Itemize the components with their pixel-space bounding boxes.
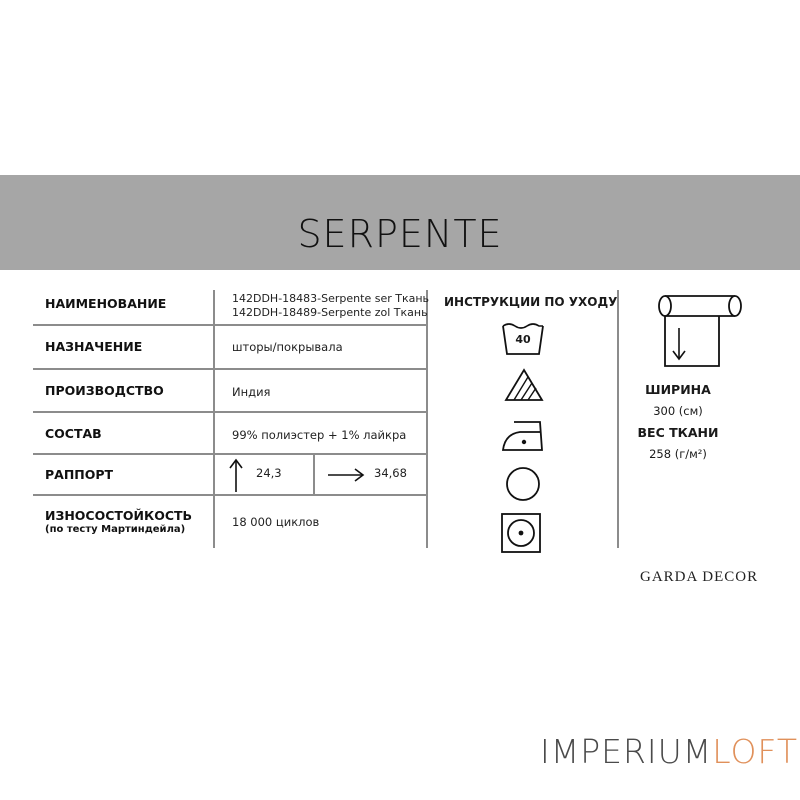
- width-label: ШИРИНА: [645, 382, 711, 397]
- garda-decor-logo: GARDA DECOR: [640, 569, 759, 585]
- repeat-vertical-value: 24,3: [256, 466, 282, 480]
- origin-value: Индия: [232, 385, 271, 399]
- origin-label: ПРОИЗВОДСТВО: [45, 383, 164, 398]
- name-value-2: 142DDH-18489-Serpente zol Ткань: [232, 306, 428, 319]
- repeat-label: РАППОРТ: [45, 467, 114, 482]
- width-value: 300 (см): [653, 404, 703, 418]
- composition-value: 99% полиэстер + 1% лайкра: [232, 428, 407, 442]
- imperium-loft-logo: [540, 732, 798, 771]
- name-value-1: 142DDH-18483-Serpente ser Ткань: [232, 292, 430, 305]
- arrow-up-icon: [228, 458, 244, 494]
- tumble-dry-low-icon: [500, 512, 542, 554]
- section-divider: [617, 290, 619, 548]
- name-label: НАИМЕНОВАНИЕ: [45, 296, 167, 311]
- repeat-divider: [313, 454, 315, 494]
- dry-clean-icon: [503, 464, 543, 504]
- row-separator: [33, 453, 427, 455]
- care-title: ИНСТРУКЦИИ ПО УХОДУ: [444, 295, 618, 309]
- weight-value: 258 (г/м²): [649, 447, 707, 461]
- row-separator: [33, 494, 427, 496]
- iron-low-icon: [500, 418, 546, 452]
- row-separator: [33, 368, 427, 370]
- repeat-horizontal-value: 34,68: [374, 466, 407, 480]
- loft-logo-text: LOFT: [712, 732, 798, 771]
- composition-label: СОСТАВ: [45, 426, 102, 441]
- table-divider-right: [426, 290, 428, 548]
- wash-temp-label: 40: [515, 333, 531, 346]
- imperium-logo-text: IMPERIUM: [540, 732, 713, 771]
- product-title: SERPENTE: [297, 212, 503, 256]
- bleach-triangle-icon: [504, 368, 544, 402]
- wear-label: ИЗНОСОСТОЙКОСТЬ: [45, 508, 193, 523]
- wear-value: 18 000 циклов: [232, 515, 320, 529]
- wash-40-icon: [500, 320, 546, 356]
- row-separator: [33, 411, 427, 413]
- table-divider-left: [213, 290, 215, 548]
- fabric-roll-icon: [655, 290, 745, 370]
- wear-sublabel: (по тесту Мартиндейла): [45, 524, 186, 535]
- purpose-label: НАЗНАЧЕНИЕ: [45, 339, 143, 354]
- purpose-value: шторы/покрывала: [232, 340, 343, 354]
- row-separator: [33, 324, 427, 326]
- weight-label: ВЕС ТКАНИ: [637, 425, 719, 440]
- arrow-right-icon: [327, 467, 365, 483]
